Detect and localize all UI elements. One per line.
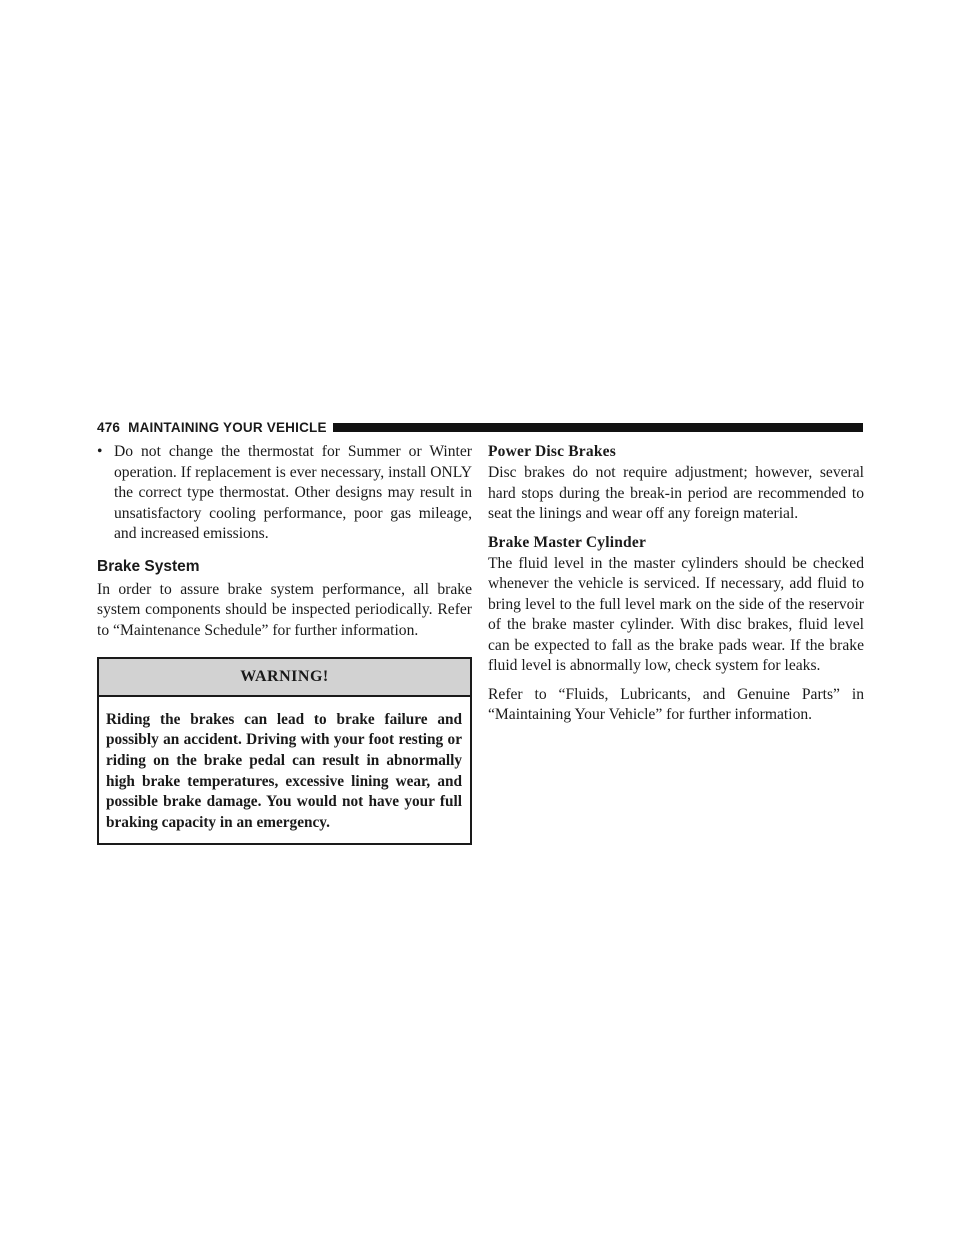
- spacer: [488, 677, 864, 685]
- page-number: 476: [97, 419, 121, 435]
- brake-system-paragraph: In order to assure brake system performance, all brake system components should be inspected periodically. Refer to “Maintenance Schedule” for further information.: [97, 580, 472, 639]
- power-disc-brakes-paragraph: Disc brakes do not require adjustment; however, several hard stops during the break-in period are recommended to seat the linings and wear off any foreign material.: [488, 464, 864, 522]
- thermostat-bullet: [97, 442, 472, 545]
- left-column: [97, 442, 472, 845]
- thermostat-bullet-text: Do not change the thermostat for Summer or Winter operation. If replacement is ever necessary, install ONLY the correct type thermostat. Other designs may result in unsatisfactory cooling performance, poor gas mileage, and increased emissions.: [114, 443, 472, 542]
- page-header: [97, 418, 863, 436]
- header-rule: [333, 423, 863, 432]
- brake-system-heading: Brake System: [97, 557, 200, 575]
- bullet-icon: •: [97, 443, 103, 460]
- brake-master-cylinder-paragraph: The fluid level in the master cylinders should be checked whenever the vehicle is serviced. If necessary, add fluid to bring level to the full level mark on the side of the reservoir of the brake master cylinder. With disc brakes, fluid level can be expected to fall as the brake pads wear. If the brake fluid level is abnormally low, check system for leaks.: [488, 554, 864, 674]
- spacer: [488, 525, 864, 533]
- warning-text: Riding the brakes can lead to brake failure and possibly an accident. Driving with your foot resting or riding on the brake pedal can result in abnormally high brake temperatures, excessive lining wear, and possible brake damage. You would not have your full braking capacity in an emergency.: [106, 710, 462, 832]
- warning-title: WARNING!: [99, 659, 470, 697]
- refer-paragraph: Refer to “Fluids, Lubricants, and Genuine Parts” in “Maintaining Your Vehicle” for further information.: [488, 685, 864, 723]
- warning-box: [97, 657, 472, 845]
- power-disc-brakes-heading: Power Disc Brakes: [488, 443, 616, 460]
- section-title: MAINTAINING YOUR VEHICLE: [128, 419, 327, 435]
- brake-master-cylinder-heading: Brake Master Cylinder: [488, 533, 647, 551]
- right-column: [488, 442, 864, 726]
